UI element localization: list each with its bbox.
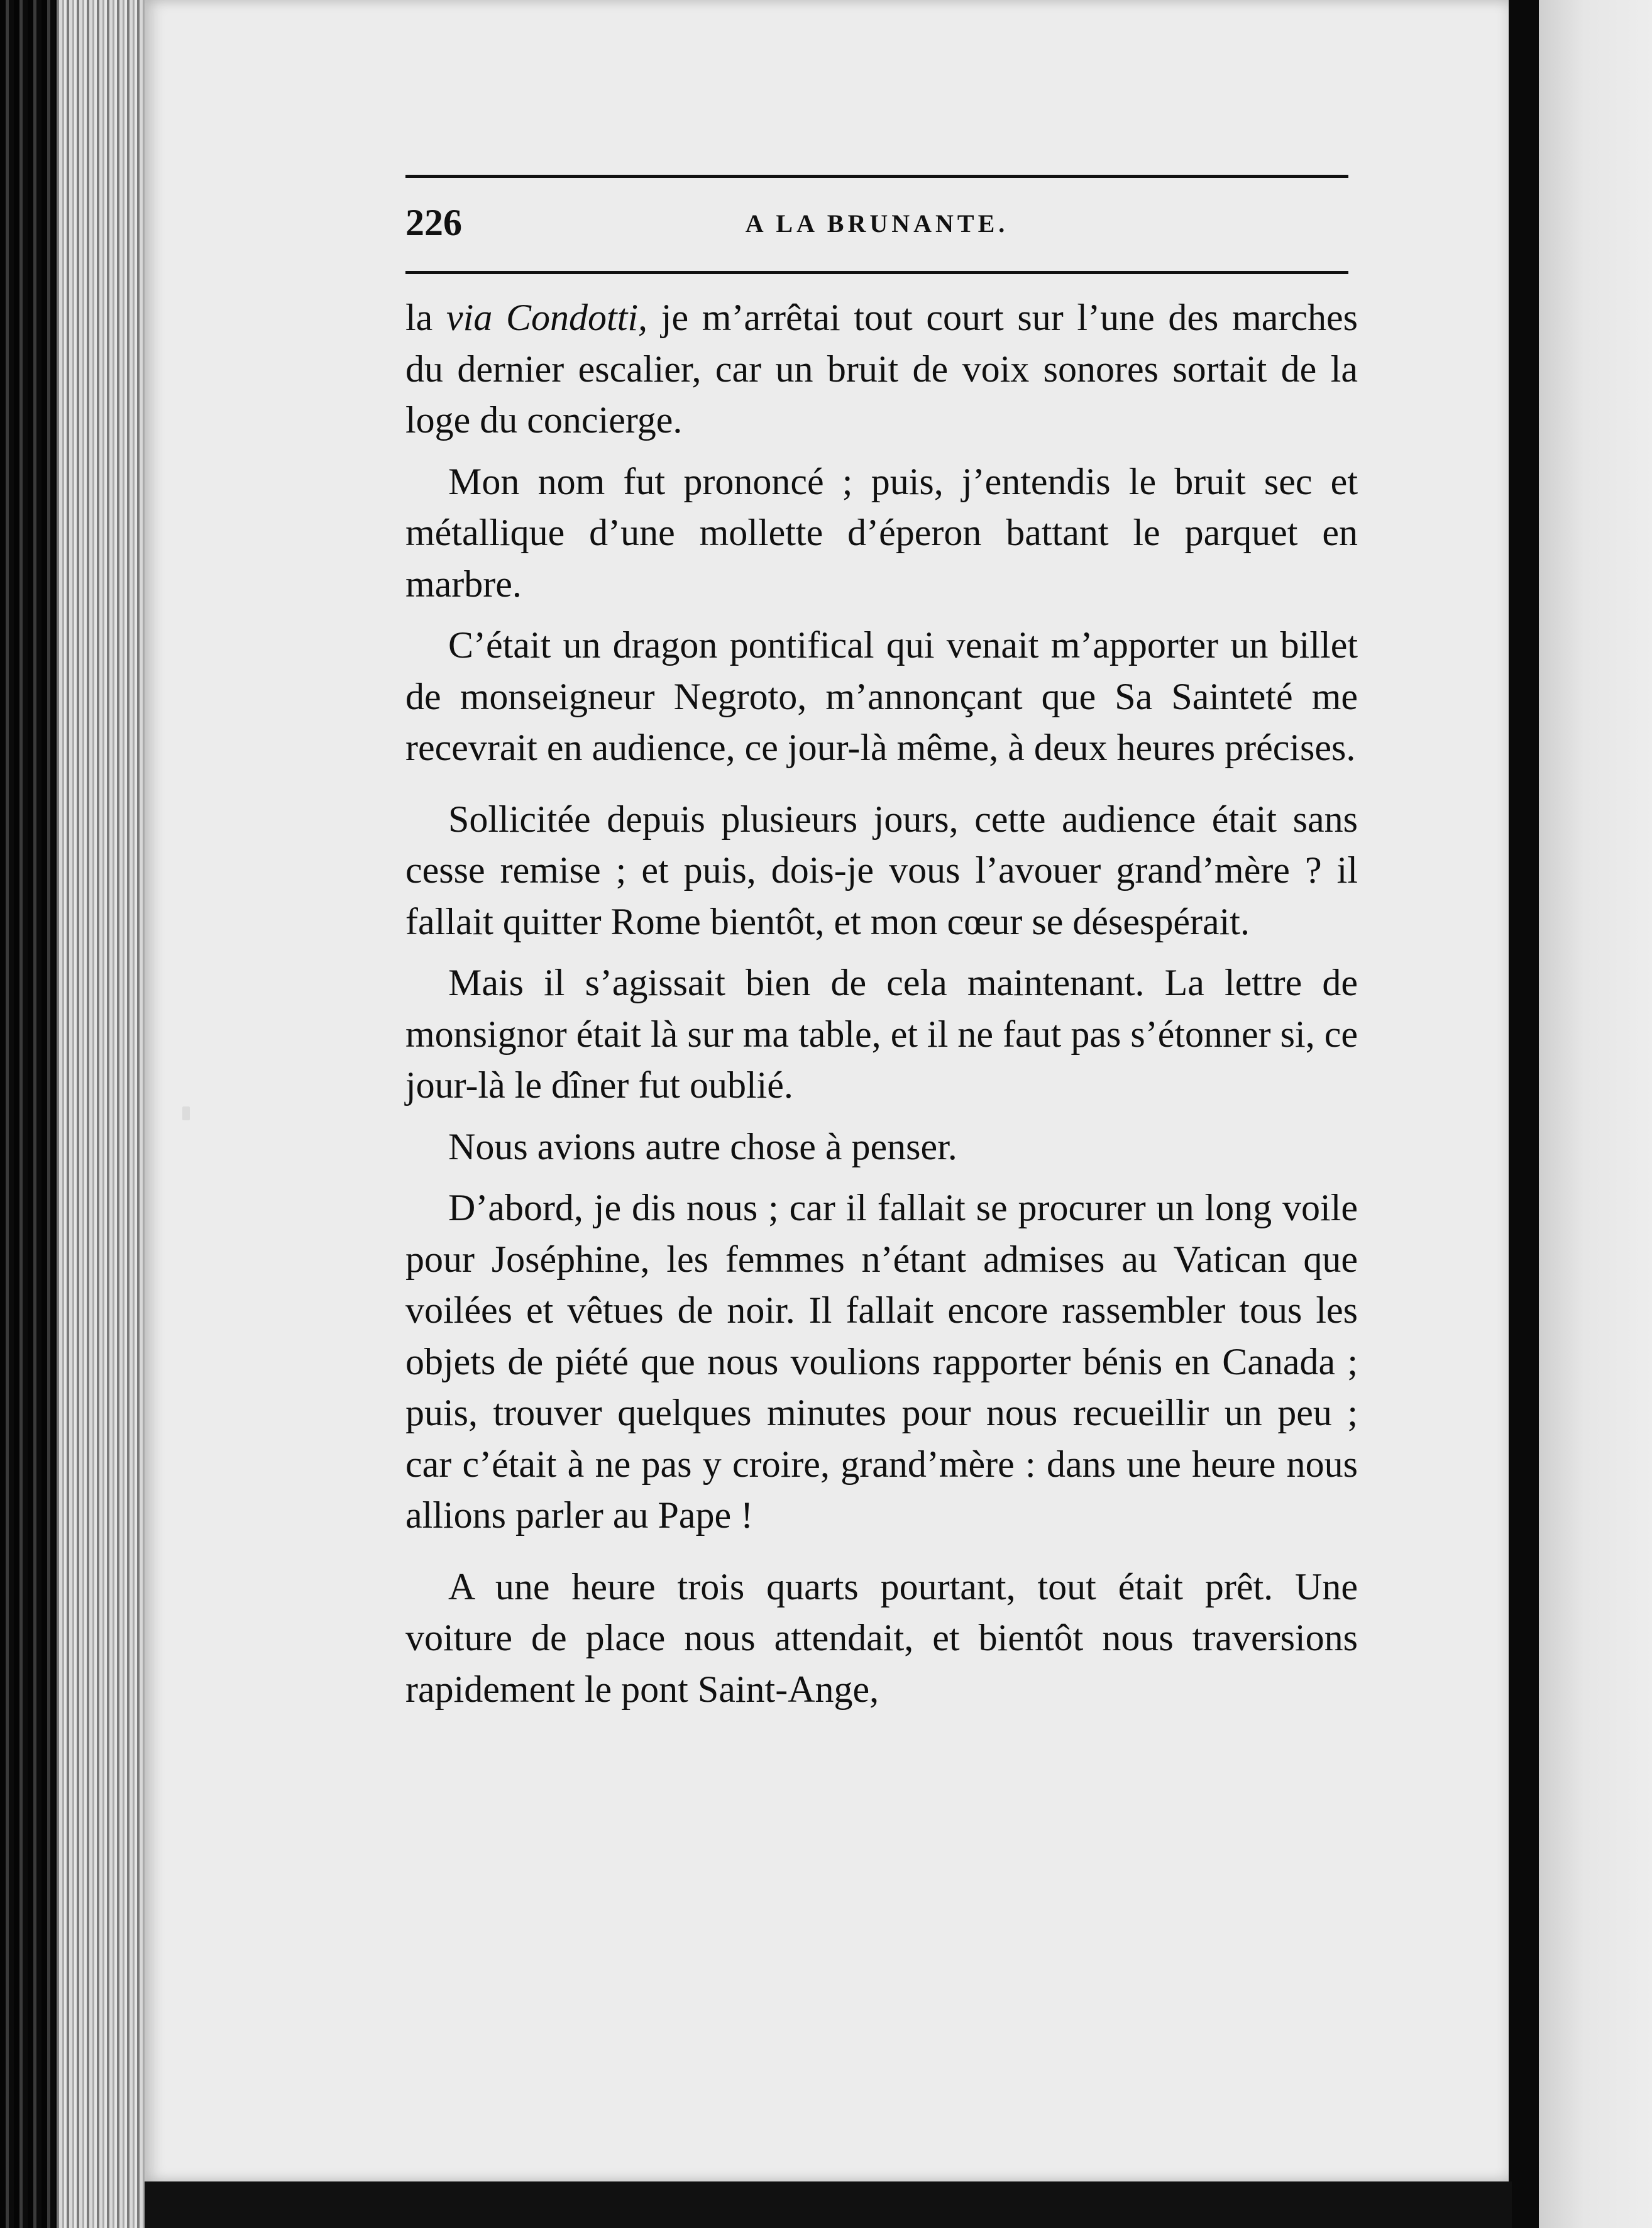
page-number: 226 [405,202,462,243]
paragraph [405,292,1358,446]
running-title: A LA BRUNANTE. [745,209,1009,238]
gutter-shadow [1509,0,1539,2228]
page-block-edge [57,0,148,2228]
paragraph: A une heure trois quarts pourtant, tout était prêt. Une voiture de place nous attendait, et bientôt nous traversions rapidement le pont Saint-Ange, [405,1565,1358,1710]
paragraph: Mon nom fut prononcé ; puis, j’entendis le bruit sec et métallique d’une mollette d’éperon battant le parquet en marbre. [405,460,1358,605]
body-text [405,292,1358,1715]
paragraph: D’abord, je dis nous ; car il fallait se procurer un long voile pour Joséphine, les femmes n’étant admises au Vatican que voilées et vêtues de noir. Il fallait encore rassembler tous les objets de piété que nous voulions rapporter bénis en Canada ; puis, trouver quelques minutes pour nous recueillir un peu ; car c’était à ne pas y croire, grand’mère : dans une heure nous allions parler au Pape ! [405,1187,1358,1536]
paragraph: Nous avions autre chose à penser. [448,1125,957,1167]
facing-page-edge [1539,0,1652,2228]
paper-speck [182,1106,190,1120]
paragraph: Sollicitée depuis plusieurs jours, cette audience était sans cesse remise ; et puis, dois-je vous l’avouer grand’mère ? il fallait quitter Rome bientôt, et mon cœur se désespérait. [405,798,1358,942]
paragraph: Mais il s’agissait bien de cela maintenant. La lettre de monsignor était là sur ma table, et il ne faut pas s’étonner si, ce jour-là le dîner fut oublié. [405,962,1358,1106]
paragraph: C’était un dragon pontifical qui venait m’apporter un billet de monseigneur Negroto, m’annonçant que Sa Sainteté me recevrait en audience, ce jour-là même, à deux heures précises. [405,624,1358,768]
header-rule-top [405,175,1348,178]
text-run: je m’arrêtai tout court sur l’une des marches du dernier escalier, car un bruit de voix sonores sortait de la loge du concierge. [405,297,1358,441]
bottom-shadow [145,2181,1512,2228]
text-run: la [405,297,447,338]
running-header [405,201,1348,258]
italic-street-name: via Condotti, [446,297,648,338]
header-rule-bottom [405,271,1348,274]
